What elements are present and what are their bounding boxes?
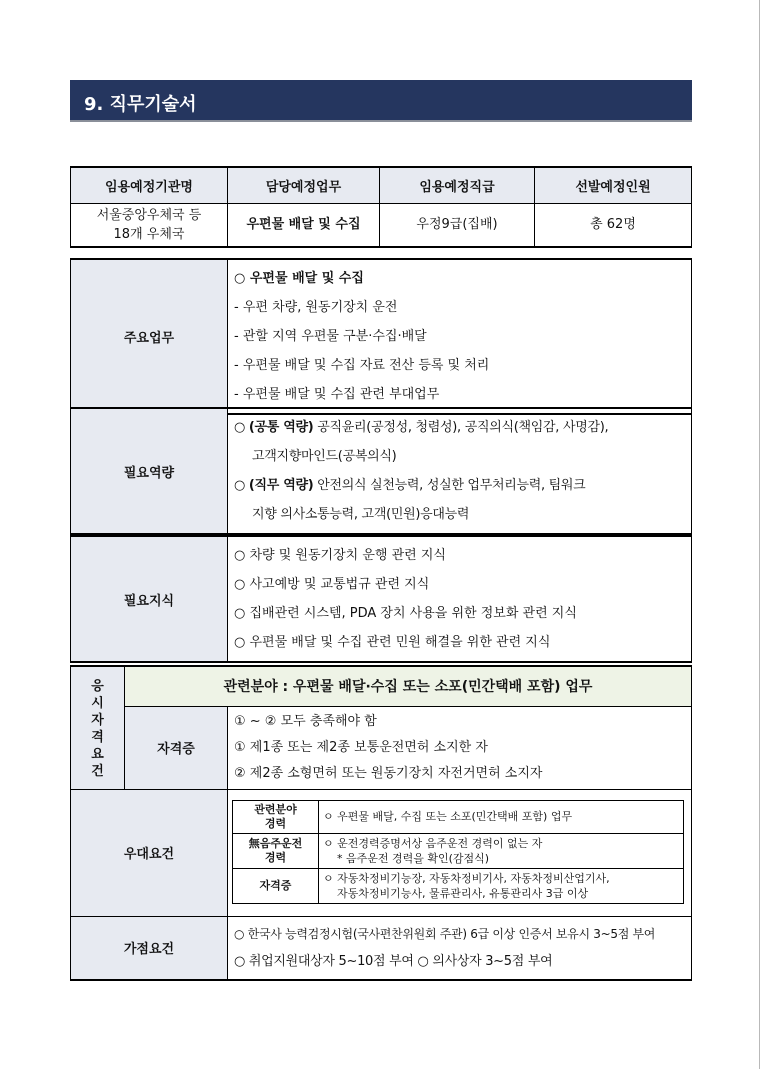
duty-line: - 우편물 배달 및 수집 자료 전산 등록 및 처리 — [234, 358, 490, 373]
preference-row-label — [233, 833, 319, 868]
col-header-grade: 임용예정직급 — [380, 167, 535, 203]
col-header-count: 선발예정인원 — [535, 167, 692, 203]
label-part: 無음주운전 — [248, 836, 303, 850]
summary-value-row — [71, 203, 692, 247]
text-part: ㅇ 우편물 배달, 수집 또는 소포(민간택배 포함) 업무 — [323, 810, 573, 823]
preference-row — [233, 833, 684, 868]
common-competency-line — [234, 413, 691, 442]
common-competency-cont: 고객지향마인드(공복의식) — [252, 449, 397, 464]
knowledge-line: ○ 사고예방 및 교통법규 관련 지식 — [234, 577, 430, 592]
preference-row-text — [319, 800, 684, 833]
eligibility-table — [70, 665, 692, 981]
eligibility-vertical-label — [71, 666, 125, 789]
org-line-1: 서울중앙우체국 등 — [96, 207, 202, 223]
vertical-char: 격 — [91, 729, 104, 745]
summary-header-row — [71, 167, 692, 203]
org-line-2: 18개 우체국 — [113, 226, 185, 242]
col-header-org: 임용예정기관명 — [71, 167, 228, 203]
bonus-content — [228, 916, 692, 980]
competency-content — [228, 408, 692, 534]
preference-row — [233, 868, 684, 903]
main-duties-content — [228, 259, 692, 414]
duty-line: ○ 우편물 배달 및 수집 — [234, 271, 364, 286]
main-duties-label: 주요업무 — [71, 259, 228, 414]
related-field-header: 관련분야 : 우편물 배달·수집 또는 소포(민간택배 포함) 업무 — [125, 666, 692, 706]
common-competency-tag: (공통 역량) — [248, 420, 314, 435]
knowledge-line: ○ 차량 및 원동기장치 운행 관련 지식 — [234, 548, 446, 563]
duty-value: 우편물 배달 및 수집 — [228, 203, 380, 247]
preference-row-text — [319, 833, 684, 868]
preference-row — [233, 800, 684, 833]
competency-table — [70, 407, 692, 535]
preference-row-label — [233, 800, 319, 833]
page-edge-line — [759, 0, 760, 1069]
count-value: 총 62명 — [535, 203, 692, 247]
bonus-line: ○ 한국사 능력검정시험(국사편찬위원회 주관) 6급 이상 인증서 보유시 3~5점 부여 — [234, 926, 656, 941]
preference-label: 우대요건 — [71, 789, 228, 916]
job-competency-tag: (직무 역량) — [248, 478, 314, 493]
common-competency-text: 공직윤리(공정성, 청렴성), 공직의식(책임감, 사명감), — [313, 420, 609, 435]
main-duties-table — [70, 258, 692, 415]
preference-row-label — [233, 868, 319, 903]
duty-line: - 우편물 배달 및 수집 관련 부대업무 — [234, 387, 440, 402]
preference-row-text — [319, 868, 684, 903]
text-part: 자동차정비기능사, 물류관리사, 유통관리사 3급 이상 — [337, 886, 589, 900]
qualification-content — [228, 706, 692, 789]
text-part: ㅇ 운전경력증명서상 음주운전 경력이 없는 자 — [323, 836, 543, 850]
label-part: 관련분야 — [254, 802, 297, 816]
bonus-label: 가점요건 — [71, 916, 228, 980]
knowledge-label: 필요지식 — [71, 536, 228, 662]
qualification-line: ② 제2종 소형면허 또는 원동기장치 자전거면허 소지자 — [234, 765, 543, 781]
qualification-line: ① 제1종 또는 제2종 보통운전면허 소지한 자 — [234, 739, 488, 755]
job-competency-cont: 지향 의사소통능력, 고객(민원)응대능력 — [252, 507, 470, 522]
job-competency-text: 안전의식 실천능력, 성실한 업무처리능력, 팀워크 — [313, 478, 586, 493]
vertical-char: 자 — [91, 712, 104, 728]
grade-value: 우정9급(집배) — [380, 203, 535, 247]
text-part: ㅇ 자동차정비기능장, 자동차정비기사, 자동차정비산업기사, — [323, 871, 610, 885]
competency-label: 필요역량 — [71, 408, 228, 534]
preference-inner-table — [232, 800, 684, 904]
text-part: * 음주운전 경력을 확인(감점식) — [337, 851, 490, 865]
section-title: 9. 직무기술서 — [70, 80, 692, 122]
duty-line: - 우편 차량, 원동기장치 운전 — [234, 300, 398, 315]
qualification-line: ① ~ ② 모두 충족해야 함 — [234, 713, 377, 729]
bullet: ○ — [234, 478, 249, 493]
position-summary-table — [70, 166, 692, 248]
label-part: 경력 — [264, 850, 287, 864]
bonus-line: ○ 취업지원대상자 5~10점 부여 ○ 의사상자 3~5점 부여 — [234, 953, 553, 969]
vertical-char: 시 — [91, 695, 104, 711]
label-part: 자격증 — [259, 878, 292, 892]
org-value — [71, 203, 228, 247]
knowledge-line: ○ 집배관련 시스템, PDA 장치 사용을 위한 정보화 관련 지식 — [234, 606, 577, 621]
qualification-label: 자격증 — [125, 706, 228, 789]
preference-content — [228, 789, 692, 916]
vertical-char: 요 — [91, 746, 104, 762]
col-header-duty: 담당예정업무 — [228, 167, 380, 203]
label-part: 경력 — [264, 816, 287, 830]
vertical-char: 응 — [91, 678, 104, 694]
duty-line: - 관할 지역 우편물 구분·수집·배달 — [234, 329, 427, 344]
vertical-char: 건 — [91, 763, 104, 779]
bullet: ○ — [234, 420, 249, 435]
job-competency-line — [234, 471, 691, 500]
knowledge-content — [228, 536, 692, 662]
knowledge-table — [70, 535, 692, 663]
knowledge-line: ○ 우편물 배달 및 수집 관련 민원 해결을 위한 관련 지식 — [234, 635, 551, 650]
